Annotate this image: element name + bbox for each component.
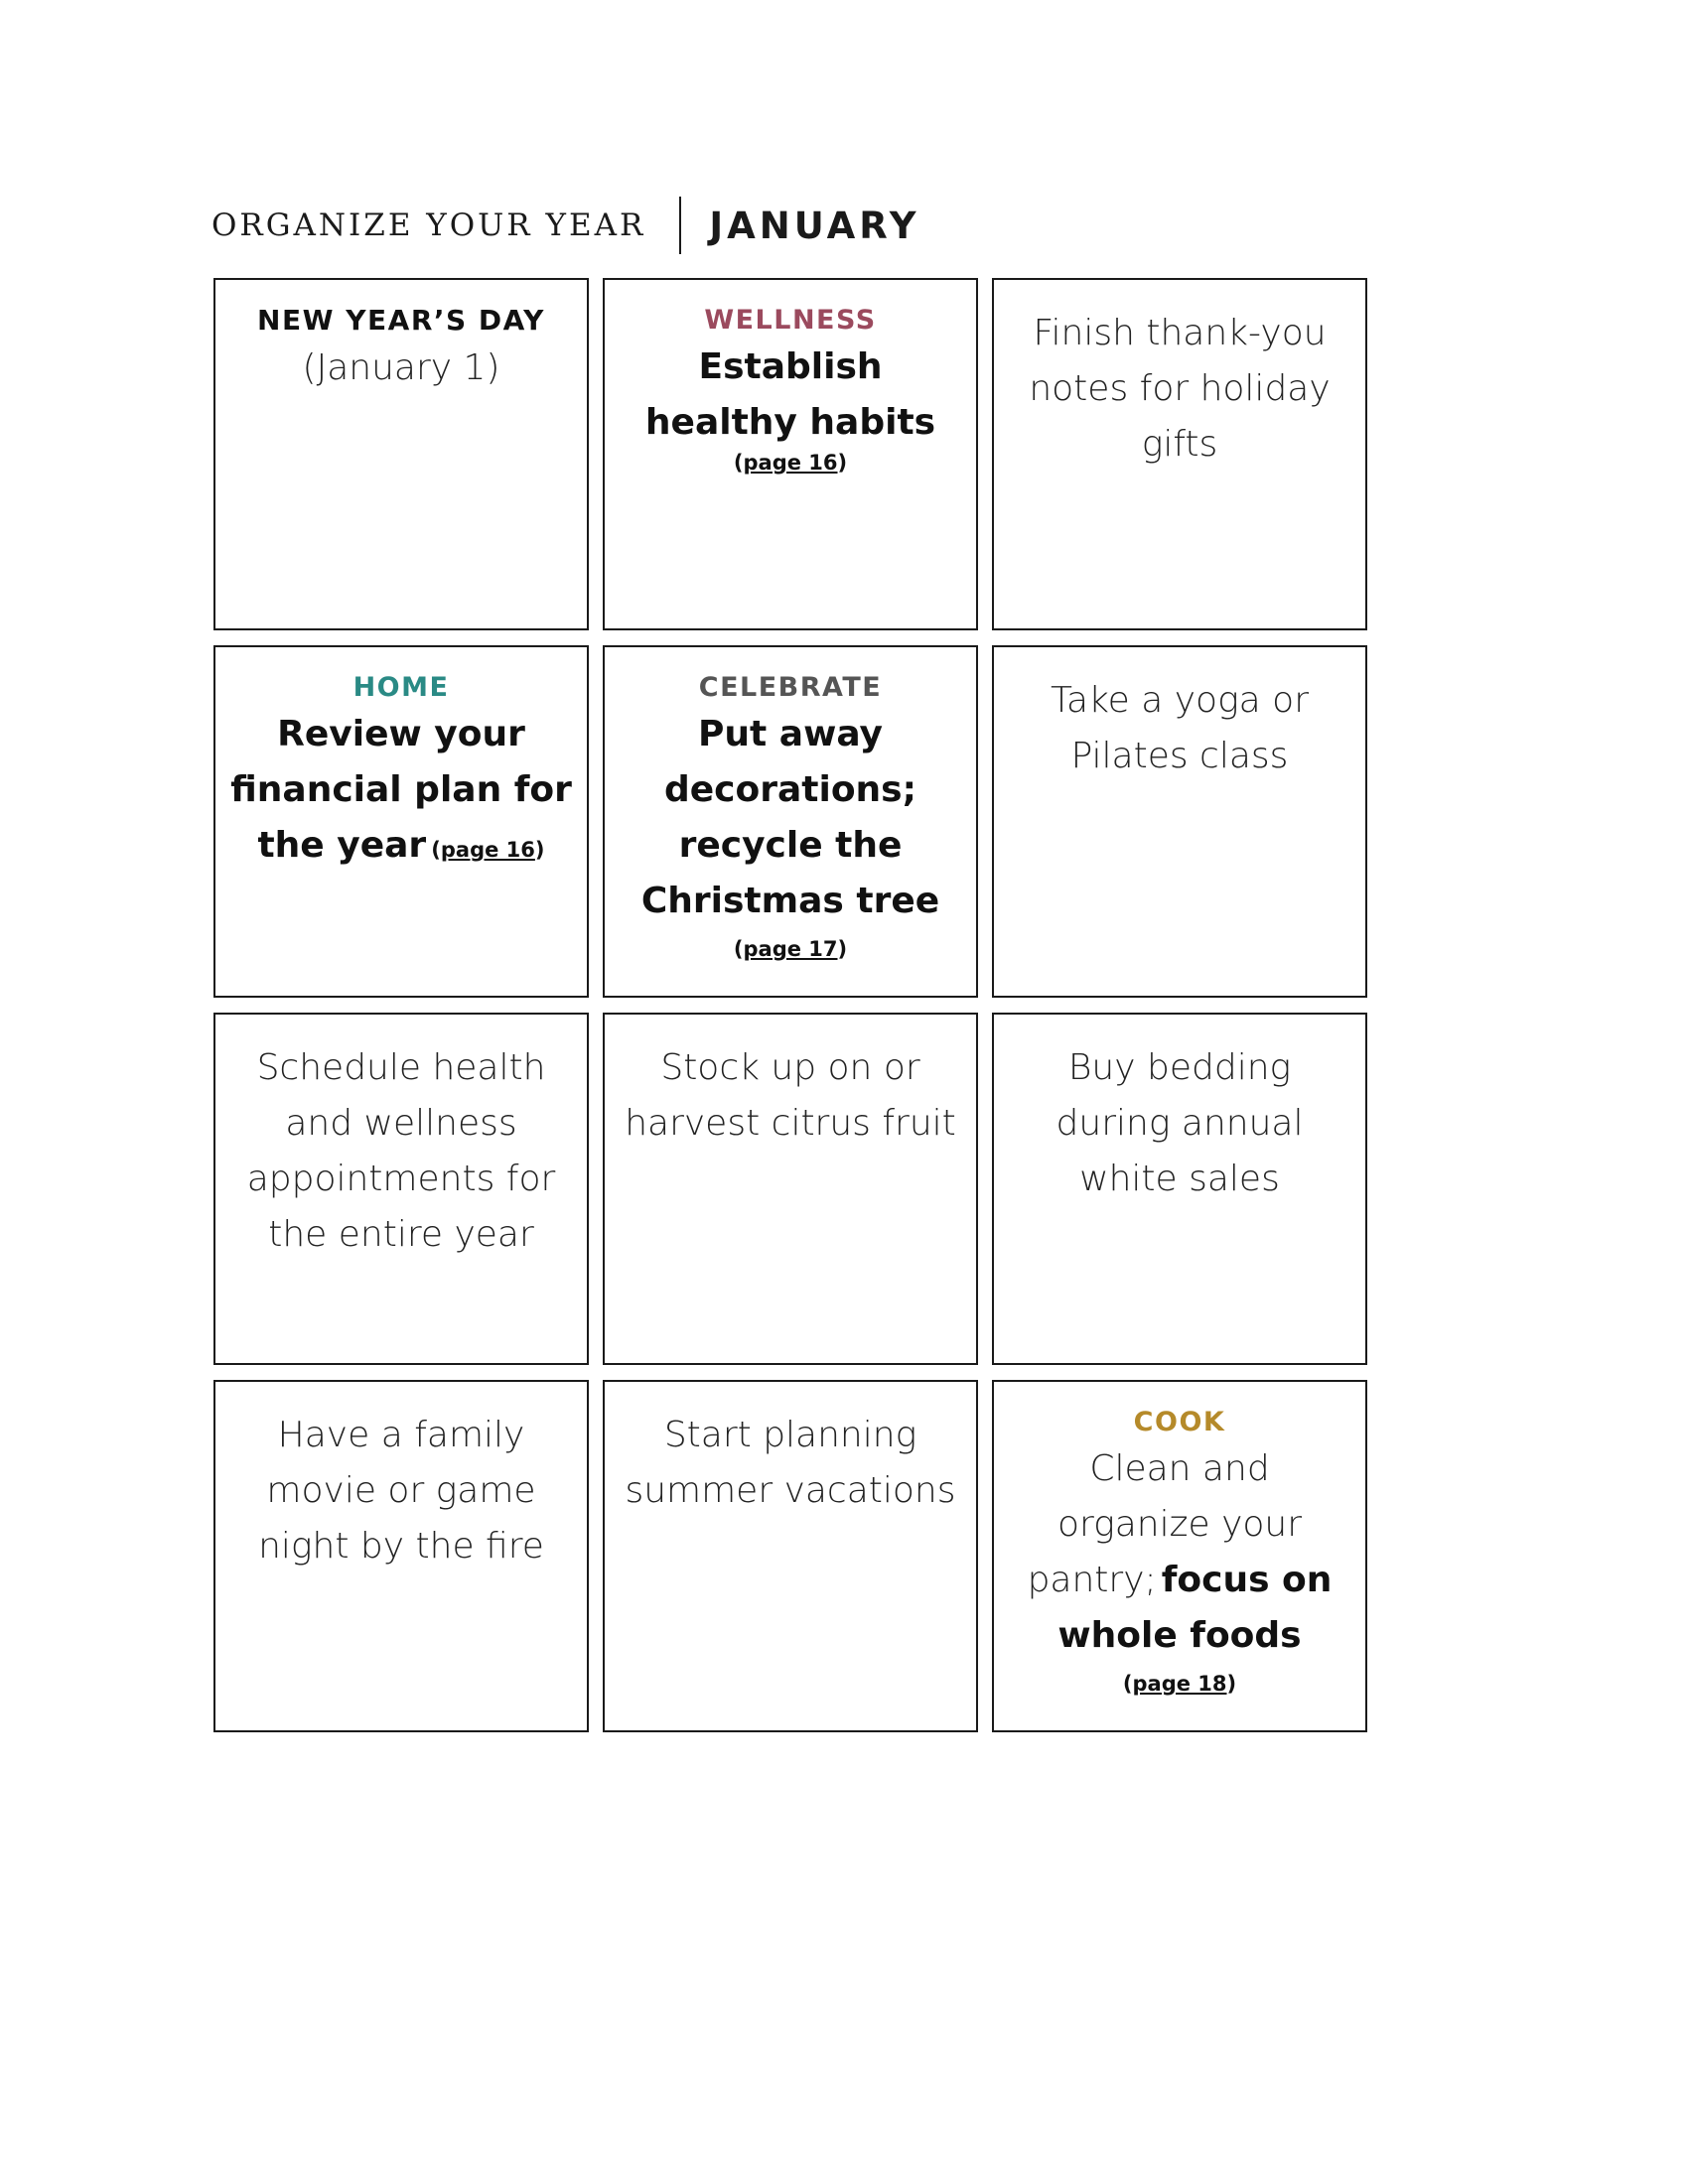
cell-text: Finish thank-you notes for holiday gifts xyxy=(1029,313,1331,465)
cell-text: Buy bedding during annual white sales xyxy=(1055,1047,1304,1199)
category-label-home: HOME xyxy=(352,672,450,703)
cell-text: Take a yoga or Pilates class xyxy=(1050,680,1309,776)
task-cell-citrus xyxy=(603,1013,978,1365)
cell-bold-text: Review your financial plan for the year xyxy=(230,713,572,866)
page-reference[interactable]: (page 18) xyxy=(1122,1671,1237,1696)
cell-text: Have a family movie or game night by the fire xyxy=(258,1415,544,1567)
cell-text: Schedule health and wellness appointments for the entire year xyxy=(246,1047,556,1255)
cell-text: Start planning summer vacations xyxy=(625,1415,956,1511)
page-reference-link[interactable]: page 17 xyxy=(743,936,838,961)
cell-bold-text: Put away decorations; recycle the Christmas tree xyxy=(640,713,940,921)
cell-text: (January 1) xyxy=(302,346,500,388)
page-reference[interactable]: (page 16) xyxy=(431,837,545,862)
cell-heading: NEW YEAR’S DAY xyxy=(257,304,545,337)
category-label-cook: COOK xyxy=(1133,1407,1226,1437)
month-title: JANUARY xyxy=(709,204,920,247)
page-reference-link[interactable]: page 16 xyxy=(440,837,535,862)
cell-bold-text: focus on whole foods xyxy=(1057,1559,1333,1656)
header-divider xyxy=(679,197,681,254)
cell-bold-text: Establish healthy habits xyxy=(644,345,936,443)
page-reference[interactable]: (page 16) xyxy=(733,450,848,475)
page-reference-link[interactable]: page 18 xyxy=(1132,1671,1227,1696)
task-cell-health-appointments xyxy=(213,1013,589,1365)
task-cell-thank-you-notes xyxy=(992,278,1367,630)
task-cell-bedding xyxy=(992,1013,1367,1365)
category-label-celebrate: CELEBRATE xyxy=(698,672,883,703)
category-label-wellness: WELLNESS xyxy=(704,305,877,336)
section-title: ORGANIZE YOUR YEAR xyxy=(211,207,646,243)
task-cell-summer-vacations xyxy=(603,1380,978,1732)
task-cell-yoga xyxy=(992,645,1367,998)
task-cell-family-night xyxy=(213,1380,589,1732)
task-cell-celebrate xyxy=(603,645,978,998)
page-reference[interactable]: (page 17) xyxy=(733,936,848,961)
page-header xyxy=(211,197,920,254)
cell-text: Clean and organize your pantry; xyxy=(1027,1447,1303,1600)
task-cell-new-years-day xyxy=(213,278,589,630)
task-grid xyxy=(213,278,1368,1732)
task-cell-home xyxy=(213,645,589,998)
task-cell-cook xyxy=(992,1380,1367,1732)
page-reference-link[interactable]: page 16 xyxy=(743,450,838,475)
task-cell-wellness xyxy=(603,278,978,630)
cell-text: Stock up on or harvest citrus fruit xyxy=(625,1047,956,1144)
